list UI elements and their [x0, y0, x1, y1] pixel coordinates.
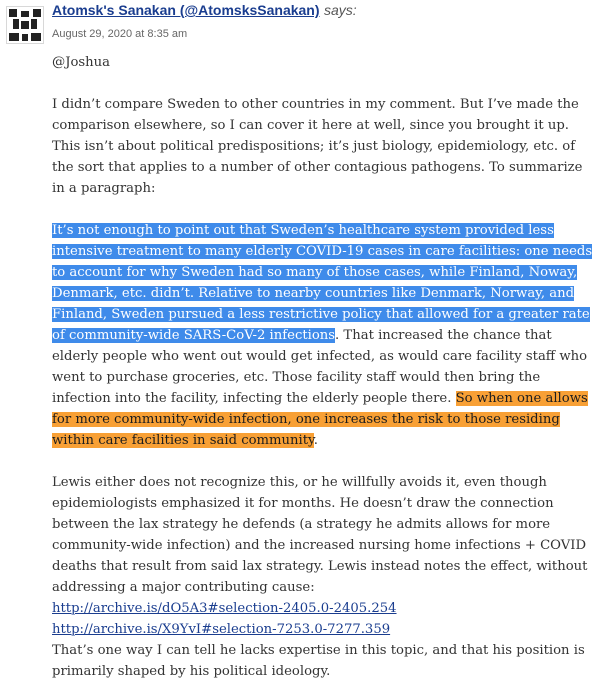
comment-date[interactable]: August 29, 2020 at 8:35 am: [52, 28, 188, 40]
identicon-avatar-icon: [6, 6, 44, 44]
paragraph-2-end: .: [313, 433, 318, 448]
paragraph-2: [52, 220, 597, 451]
highlighted-text: So when one allows for more community-wide infection, one increases the risk to those residing within care facilities in said community: [52, 391, 588, 448]
author-link[interactable]: Atomsk's Sanakan (@AtomsksSanakan): [52, 2, 320, 18]
selected-text: It’s not enough to point out that Sweden’s healthcare system provided less intensive treatment to many elderly COVID-19 cases in care facilities: one needs to account for why Sweden had so many of those cases, while Finland, Noway, Denmark, etc. didn’t. Relative to nearby countries like Denmark, Norway, and Finland, Sweden pursued a less restrictive policy that allowed for a greater rate of community-wide SARS-CoV-2 infections: [52, 223, 593, 343]
archive-link-1[interactable]: http://archive.is/dO5A3#selection-2405.0-2405.254: [52, 601, 397, 616]
greeting: @Joshua: [52, 55, 111, 70]
paragraph-3: Lewis either does not recognize this, or he willfully avoids it, even though epidemiologists emphasized it for months. He doesn’t draw the connection between the lax strategy he defends (a strategy he admits allows for more community-wide infection) and the increased nursing home infections + COVID deaths that result from said lax strategy. Lewis instead notes the effect, without addressing a major contributing cause:: [52, 475, 588, 595]
archive-link-2[interactable]: http://archive.is/X9YvI#selection-7253.0-7277.359: [52, 622, 391, 637]
comment-body: [52, 52, 597, 682]
paragraph-2-text: . That increased the chance that elderly people who went out would get infected, as would care facility staff who went to purchase groceries, etc. Those facility staff would then bring the infection into the facility, infecting the elderly people there.: [52, 328, 588, 406]
says-label: says:: [323, 2, 357, 18]
comment-header: [52, 2, 357, 19]
paragraph-1: I didn’t compare Sweden to other countries in my comment. But I’ve made the comparison elsewhere, so I can cover it here at well, since you brought it up. This isn’t about political predispositions; it’s just biology, epidemiology, etc. of the sort that applies to a number of other contagious pathogens. To summarize in a paragraph:: [52, 97, 583, 196]
paragraph-4: That’s one way I can tell he lacks expertise in this topic, and that his position is primarily shaped by his political ideology.: [52, 643, 585, 679]
